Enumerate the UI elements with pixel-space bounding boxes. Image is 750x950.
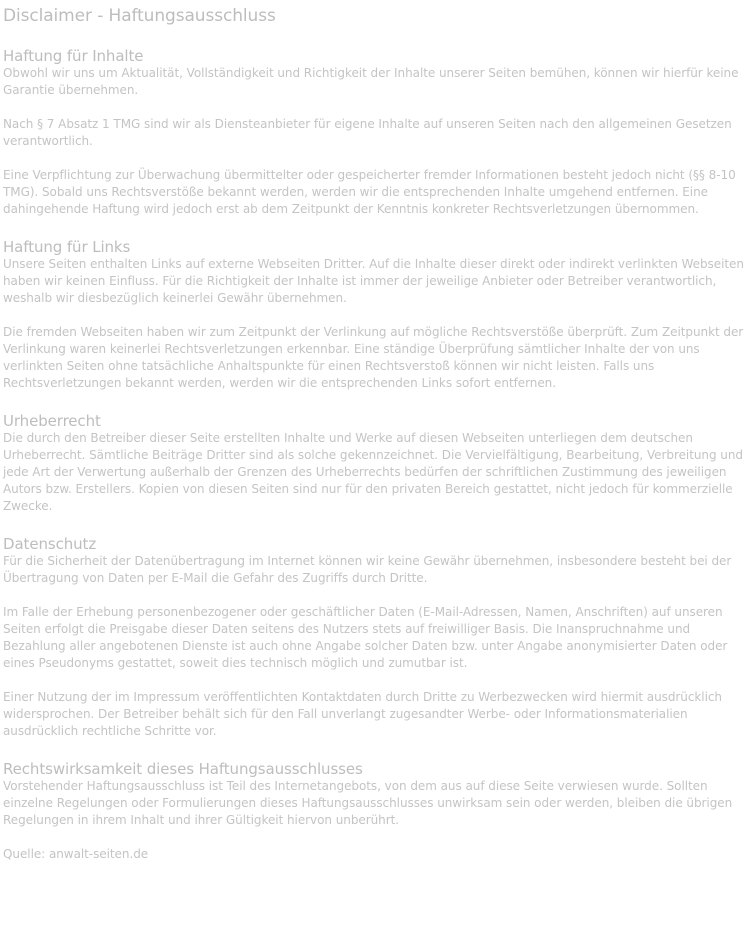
section-paragraph: Einer Nutzung der im Impressum veröffentlichten Kontaktdaten durch Dritte zu Werbezwecken wird hiermit ausdrücklich widersprochen. Der Betreiber behält sich für den Fall unverlangt zugesandter Werbe- oder Informationsmaterialien ausdrücklich rechtliche Schritte vor. (3, 690, 722, 738)
section-paragraph: Die durch den Betreiber dieser Seite erstellten Inhalte und Werke auf diesen Webseiten unterliegen dem deutschen Urheberrecht. Sämtliche Beiträge Dritter sind als solche gekennzeichnet. Die Vervielfältigung, Bearbeitung, Verbreitung und jede Art der Verwertung außerhalb der Grenzen des Urheberrechts bedürfen der schriftlichen Zustimmung des jeweiligen Autors bzw. Erstellers. Kopien von diesen Seiten sind nur für den privaten Bereich gestattet, nicht jedoch für kommerzielle Zwecke. (3, 431, 743, 513)
section-heading: Haftung für Inhalte (3, 47, 144, 65)
section-paragraph: Obwohl wir uns um Aktualität, Vollständigkeit und Richtigkeit der Inhalte unserer Seiten bemühen, können wir hierfür keine Garantie übernehmen. (3, 66, 739, 97)
section-paragraph: Nach § 7 Absatz 1 TMG sind wir als Diensteanbieter für eigene Inhalte auf unseren Seiten nach den allgemeinen Gesetzen verantwortlich. (3, 117, 732, 148)
section-paragraph: Vorstehender Haftungsausschluss ist Teil des Internetangebots, von dem aus auf diese Seite verwiesen wurde. Sollten einzelne Regelungen oder Formulierungen dieses Haftungsausschlusses unwirksam sein oder werden, bleiben die übrigen Regelungen in ihrem Inhalt und ihrer Gültigkeit hiervon unberührt. (3, 779, 733, 827)
source-credit: Quelle: anwalt-seiten.de (3, 847, 149, 861)
section-datenschutz (3, 536, 747, 740)
section-paragraph: Eine Verpflichtung zur Überwachung übermittelter oder gespeicherter fremder Informationen besteht jedoch nicht (§§ 8-10 TMG). Sobald uns Rechtsverstöße bekannt werden, werden wir die entsprechenden Inhalte umgehend entfernen. Eine dahingehende Haftung wird jedoch erst ab dem Zeitpunkt der Kenntnis konkreter Rechtsverletzungen übernommen. (3, 168, 736, 216)
section-heading: Urheberrecht (3, 412, 101, 430)
section-rechtswirksamkeit (3, 761, 747, 829)
section-paragraph: Unsere Seiten enthalten Links auf externe Webseiten Dritter. Auf die Inhalte dieser direkt oder indirekt verlinkten Webseiten haben wir keinen Einfluss. Für die Richtigkeit der Inhalte ist immer der jeweilige Anbieter oder Betreiber verantwortlich, weshalb wir diesbezüglich keinerlei Gewähr übernehmen. (3, 257, 744, 305)
section-paragraph: Im Falle der Erhebung personenbezogener oder geschäftlicher Daten (E-Mail-Adressen, Namen, Anschriften) auf unseren Seiten erfolgt die Preisgabe dieser Daten seitens des Nutzers stets auf freiwilliger Basis. Die Inanspruchnahme und Bezahlung aller angebotenen Dienste ist auch ohne Angabe solcher Daten bzw. unter Angabe anonymisierter Daten oder eines Pseudonyms gestattet, soweit dies technisch möglich und zumutbar ist. (3, 605, 728, 670)
page-title: Disclaimer - Haftungsausschluss (3, 6, 276, 26)
section-urheberrecht (3, 413, 747, 515)
section-paragraph: Die fremden Webseiten haben wir zum Zeitpunkt der Verlinkung auf mögliche Rechtsverstöße überprüft. Zum Zeitpunkt der Verlinkung waren keinerlei Rechtsverletzungen erkennbar. Eine ständige Überprüfung sämtlicher Inhalte der von uns verlinkten Seiten ohne tatsächliche Anhaltspunkte für einen Rechtsverstoß können wir nicht leisten. Falls uns Rechtsverletzungen bekannt werden, werden wir die entsprechenden Links sofort entfernen. (3, 325, 744, 390)
section-heading: Datenschutz (3, 535, 97, 553)
section-paragraph: Für die Sicherheit der Datenübertragung im Internet können wir keine Gewähr übernehmen, insbesondere besteht bei der Übertragung von Daten per E-Mail die Gefahr des Zugriffs durch Dritte. (3, 554, 732, 585)
section-haftung-inhalte (3, 48, 747, 218)
section-heading: Haftung für Links (3, 238, 131, 256)
section-haftung-links (3, 239, 747, 392)
section-heading: Rechtswirksamkeit dieses Haftungsausschlusses (3, 760, 363, 778)
